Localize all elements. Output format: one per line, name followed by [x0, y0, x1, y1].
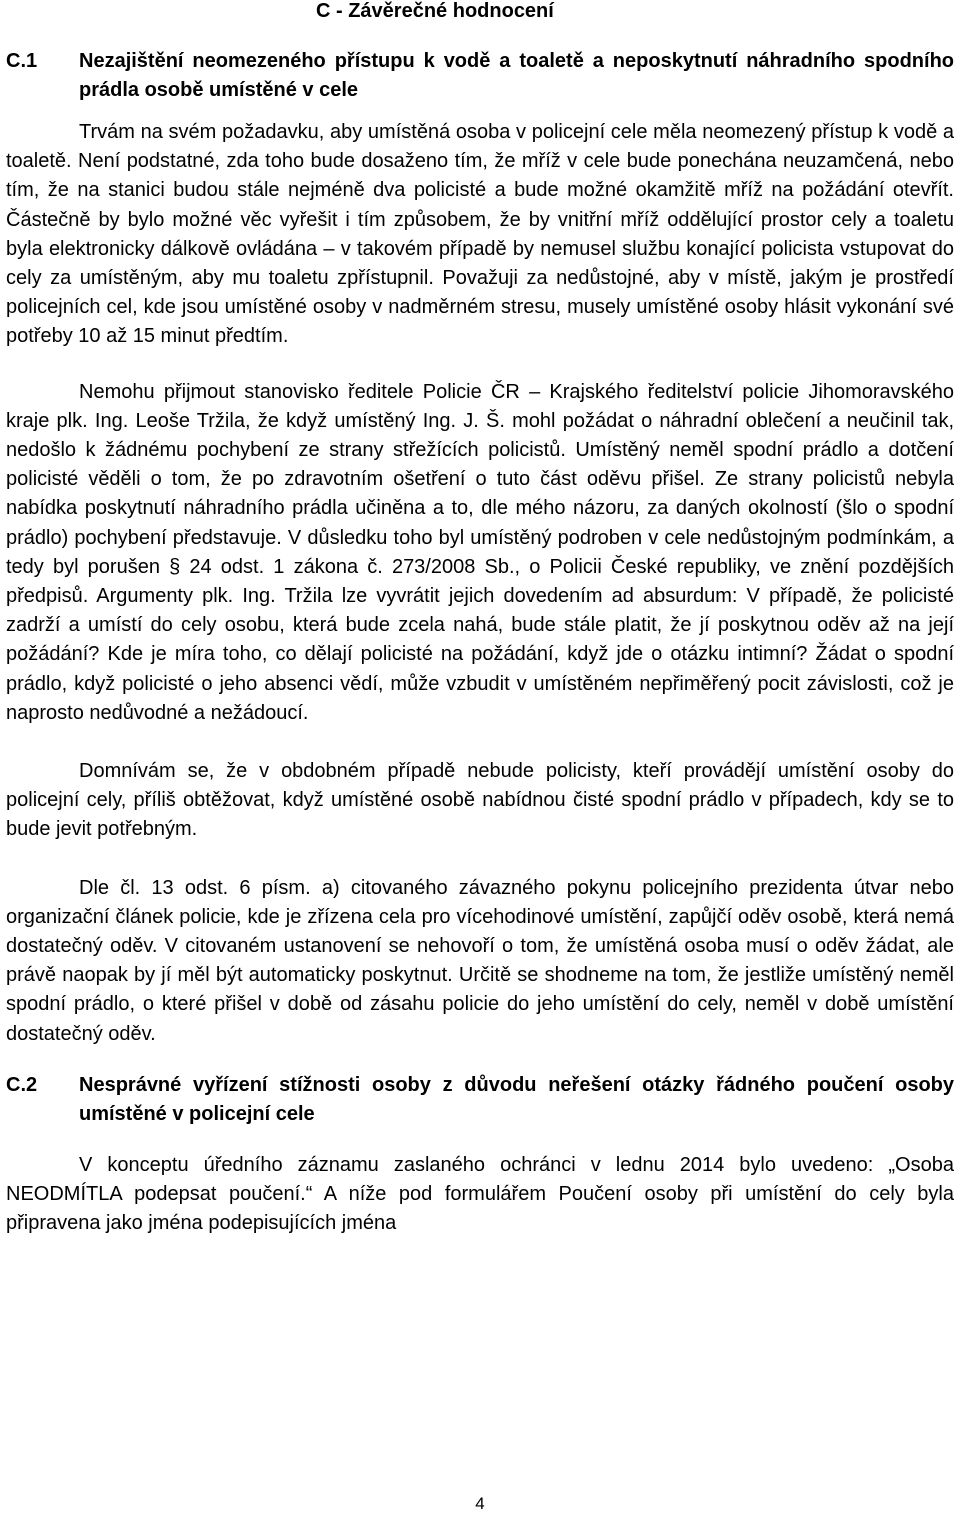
section-title: Nesprávné vyřízení stížnosti osoby z důvodu neřešení otázky řádného poučení osoby umístěné v policejní cele	[79, 1073, 954, 1125]
document-heading: C - Závěrečné hodnocení	[316, 0, 554, 22]
section-title: Nezajištění neomezeného přístupu k vodě a toaletě a neposkytnutí náhradního spodního prádla osobě umístěné v cele	[79, 50, 954, 101]
paragraph: Nemohu přijmout stanovisko ředitele Policie ČR – Krajského ředitelství policie Jihomoravského kraje plk. Ing. Leoše Tržila, že když umístěný Ing. J. Š. mohl požádat o náhradní oblečení a neučinil tak, nedošlo k žádnému pochybení ze strany střežících policistů. Umístěný neměl spodní prádlo a dotčení policisté věděli o tom, že po zdravotním ošetření o tuto část oděvu přišel. Ze strany policistů nebyla nabídka poskytnutí náhradního prádla učiněna a to, dle mého názoru, za daných okolností (šlo o spodní prádlo) pochybení představuje. V důsledku toho byl umístěný podroben v cele nedůstojným podmínkám, a tedy byl porušen § 24 odst. 1 zákona č. 273/2008 Sb., o Policii České republiky, ve znění pozdějších předpisů. Argumenty plk. Ing. Tržila lze vyvrátit jejich dovedením ad absurdum: V případě, že policisté zadrží a umístí do cely osobu, která bude zcela nahá, bude stále platit, že jí poskytnou oděv až na její požádání? Kde je míra toho, co dělají policisté na požádání, když jde o otázku intimní? Žádat o spodní prádlo, když policisté o jeho absenci vědí, může vzbudit v umístěném nepřiměřený pocit závislosti, což je naprosto nedůvodné a nežádoucí.	[6, 380, 954, 724]
section-number: C.2	[6, 1073, 38, 1096]
paragraph: Trvám na svém požadavku, aby umístěná osoba v policejní cele měla neomezený přístup k vodě a toaletě. Není podstatné, zda toho bude dosaženo tím, že mříž v cele bude ponechána neuzamčená, nebo tím, že na stanici budou stále nejméně dva policisté a bude možné okamžitě mříž na požádání otevřít. Částečně by bylo možné věc vyřešit i tím způsobem, že by vnitřní mříž oddělující prostor cely a toaletu byla elektronicky dálkově ovládána – v takovém případě by nemusel službu konající policista vstupovat do cely za umístěným, aby mu toaletu zpřístupnil. Považuji za nedůstojné, aby v místě, jakým je prostředí policejních cel, kde jsou umístěné osoby v nadměrném stresu, musely umístěné osoby hlásit vykonání své potřeby 10 až 15 minut předtím.	[6, 121, 954, 348]
paragraph: V konceptu úředního záznamu zaslaného ochránci v lednu 2014 bylo uvedeno: „Osoba NEODMÍTLA podepsat poučení.“ A níže pod formulářem Poučení osoby při umístění do cely byla připravena jako jména podepisujících jména	[6, 1153, 954, 1235]
section-heading-c1	[6, 47, 954, 105]
paragraph: Domnívám se, že v obdobném případě nebude policisty, kteří provádějí umístění osoby do policejní cely, příliš obtěžovat, když umístěné osobě nabídnou čisté spodní prádlo v případech, kdy se to bude jevit potřebným.	[6, 760, 954, 841]
document-page	[6, 0, 954, 1239]
page-number: 4	[475, 1494, 485, 1513]
section-number: C.1	[6, 50, 38, 72]
paragraph: Dle čl. 13 odst. 6 písm. a) citovaného závazného pokynu policejního prezidenta útvar nebo organizační článek policie, kde je zřízena cela pro vícehodinové umístění, zapůjčí oděv osobě, která nemá dostatečný oděv. V citovaném ustanovení se nehovoří o tom, že umístěná osoba musí o oděv žádat, ale právě naopak by jí měl být automaticky poskytnut. Určitě se shodneme na tom, že jestliže umístěný neměl spodní prádlo, o které přišel v době od zásahu policie do jeho umístění do cely, neměl v době umístění dostatečný oděv.	[6, 876, 954, 1045]
section-heading-c2	[6, 1071, 954, 1129]
